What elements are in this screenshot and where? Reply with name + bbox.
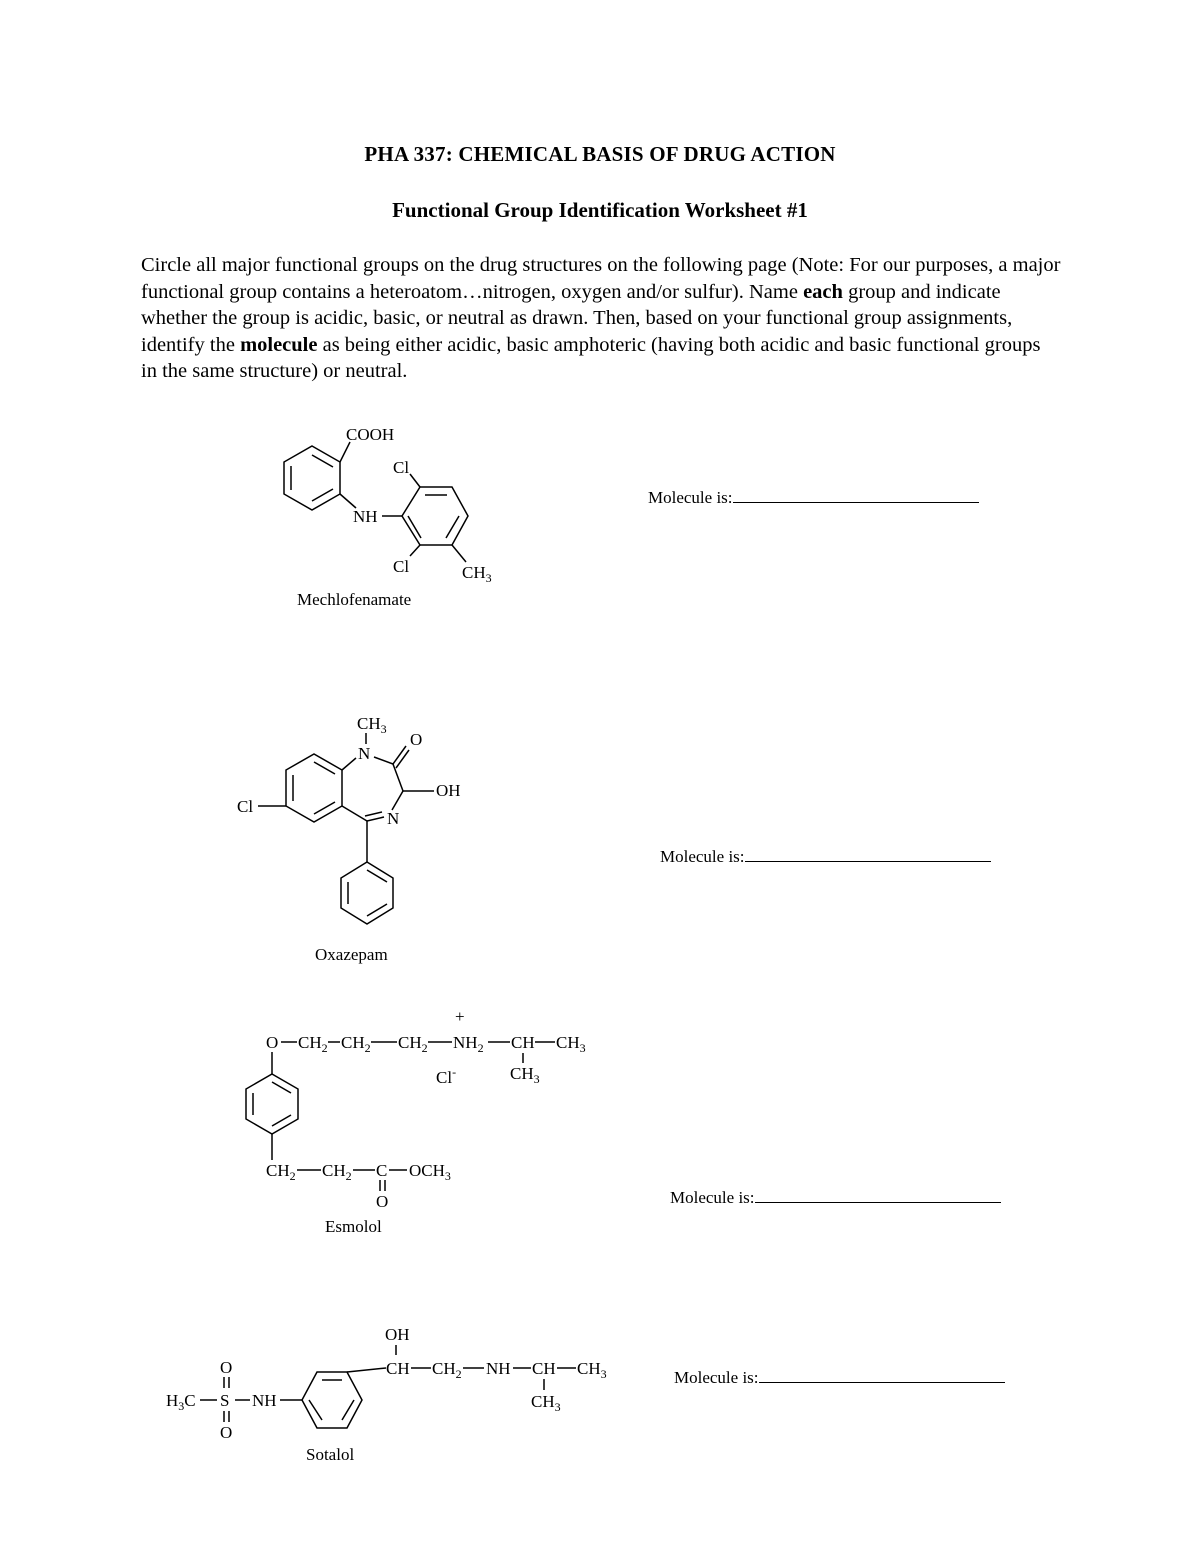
instructions-bold-molecule: molecule: [240, 333, 318, 356]
instructions-text-2: group and indicate whether the group is acidic, basic, or neutral as drawn. Then, based on your functional group assignments, identify the: [141, 280, 1013, 356]
cooh-label: COOH: [346, 425, 395, 444]
sulfonyl-o-top: O: [220, 1358, 233, 1377]
molecule-is-label: Molecule is:: [660, 847, 745, 866]
nh2-label: $NH_2$: [453, 1033, 484, 1055]
ch2-label-2: $CH_2$: [341, 1033, 371, 1055]
molecule-name-oxazepam: Oxazepam: [315, 945, 388, 964]
o-label: O: [410, 730, 423, 749]
oxazepam-structure: [237, 714, 461, 964]
ch2-label-1: $CH_2$: [298, 1033, 328, 1055]
mechlofenamate-structure: [284, 425, 492, 609]
answer-blank[interactable]: [755, 1186, 1001, 1203]
n2-label: N: [387, 809, 400, 828]
nh-label-1: NH: [252, 1391, 277, 1410]
answer-line-esmolol: [670, 1186, 1001, 1208]
nh-label: NH: [353, 507, 378, 526]
ch3-label-1: $CH_3$: [556, 1033, 586, 1055]
ch2-label-3: $CH_2$: [398, 1033, 428, 1055]
answer-line-oxazepam: [660, 845, 991, 867]
ch-label-2: CH: [532, 1359, 556, 1378]
molecule-name-sotalol: Sotalol: [306, 1445, 355, 1464]
phenyl-ring: [341, 862, 393, 924]
oh-label: OH: [436, 781, 461, 800]
ch3-label-2: $CH_3$: [510, 1064, 540, 1086]
molecule-name-esmolol: Esmolol: [325, 1217, 382, 1236]
ch-label-1: CH: [386, 1359, 410, 1378]
molecule-is-label: Molecule is:: [670, 1188, 755, 1207]
h3c-label: $H_3C$: [166, 1391, 196, 1413]
ch3-label-1: $CH_3$: [577, 1359, 607, 1381]
chloride-label: Cl-: [436, 1065, 457, 1087]
instructions-bold-each: each: [803, 280, 843, 303]
molecule-is-label: Molecule is:: [648, 488, 733, 507]
answer-blank[interactable]: [759, 1366, 1005, 1383]
plus-charge-label: +: [455, 1007, 465, 1026]
carbonyl-o-label: O: [376, 1192, 389, 1211]
ch2-label-4: $CH_2$: [266, 1161, 296, 1183]
hydroxyl-label: OH: [385, 1325, 410, 1344]
answer-blank[interactable]: [745, 845, 991, 862]
cl-label: Cl: [237, 797, 254, 816]
sotalol-structure: [166, 1325, 607, 1464]
worksheet-title: Functional Group Identification Worksheet #1: [392, 198, 808, 222]
molecule-name-mechlofenamate: Mechlofenamate: [297, 590, 412, 609]
answer-blank[interactable]: [733, 486, 979, 503]
instructions-text-1: Circle all major functional groups on the drug structures on the following page (Note: For our purposes, a major functional group contains a heteroatom…nitrogen, oxygen and/or sulfur). Name: [141, 254, 1061, 303]
carbonyl-c-label: C: [376, 1161, 388, 1180]
esmolol-structure: [246, 1007, 586, 1236]
phenylene-ring: [246, 1074, 298, 1134]
answer-line-sotalol: [674, 1366, 1005, 1388]
molecule-is-label: Molecule is:: [674, 1368, 759, 1387]
ch-label: CH: [511, 1033, 535, 1052]
course-title: PHA 337: CHEMICAL BASIS OF DRUG ACTION: [364, 142, 836, 166]
ch3-label-2: $CH_3$: [531, 1392, 561, 1414]
instructions-text-3: as being either acidic, basic amphoteric (having both acidic and basic functional groups in the same structure) or neutral.: [141, 333, 1041, 382]
benzene-ring-fused: [286, 754, 342, 822]
ch2-label: $CH_2$: [432, 1359, 462, 1381]
nh-label-2: NH: [486, 1359, 511, 1378]
ch2-label-5: $CH_2$: [322, 1161, 352, 1183]
sulfur-label: S: [220, 1391, 230, 1410]
answer-line-mechlofenamate: [648, 486, 979, 508]
ch3-label: $CH_3$: [462, 563, 492, 585]
n1-label: N: [358, 744, 371, 763]
sulfonyl-o-bottom: O: [220, 1423, 233, 1442]
ether-oxygen-label: O: [266, 1033, 279, 1052]
ch3-label: $CH_3$: [357, 714, 387, 736]
och3-label: $OCH_3$: [409, 1161, 451, 1183]
cl-label-top: Cl: [393, 458, 410, 477]
cl-label-bottom: Cl: [393, 557, 410, 576]
